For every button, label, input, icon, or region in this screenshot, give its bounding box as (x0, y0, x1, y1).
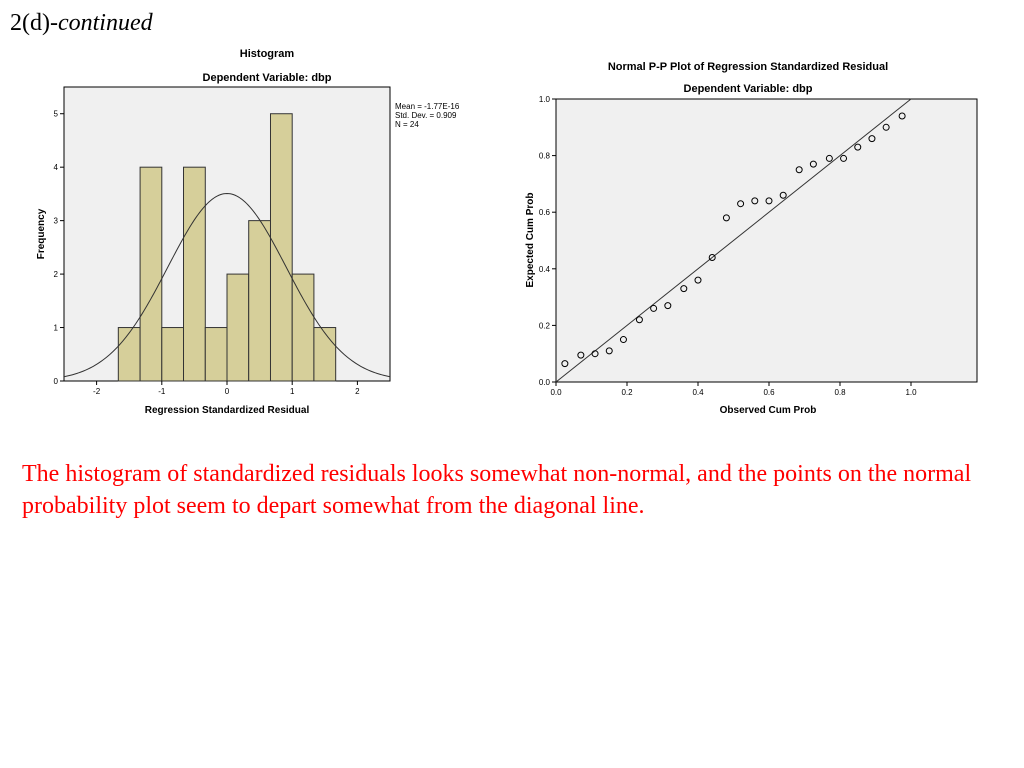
histogram-bar (118, 328, 140, 381)
pp-plot-x-axis-label: Observed Cum Prob (719, 405, 817, 416)
heading-prefix: 2(d)- (10, 10, 58, 36)
pp-y-tick-label: 0.0 (538, 378, 550, 387)
histogram-bar (227, 274, 249, 381)
histogram-y-tick-label: 5 (53, 109, 58, 119)
histogram-x-axis-label: Regression Standardized Residual (144, 405, 310, 416)
histogram-x-tick-label: 2 (355, 387, 360, 396)
pp-y-tick-label: 0.4 (538, 264, 550, 274)
pp-x-tick-label: 0.4 (692, 388, 704, 397)
histogram-y-tick-label: 0 (53, 377, 58, 386)
pp-y-tick-label: 0.8 (538, 151, 550, 161)
pp-x-tick-label: 0.0 (550, 388, 562, 397)
pp-x-tick-label: 0.6 (763, 388, 775, 397)
histogram-y-tick-label: 4 (53, 163, 58, 173)
pp-y-tick-label: 0.6 (538, 208, 550, 218)
histogram-legend-mean: Mean = -1.77E-16 (395, 102, 460, 111)
pp-y-tick-label: 0.2 (538, 321, 550, 331)
histogram-subtitle: Dependent Variable: dbp (202, 72, 332, 84)
pp-x-tick-label: 1.0 (905, 388, 917, 397)
pp-plot-subtitle: Dependent Variable: dbp (683, 83, 813, 95)
pp-y-tick-label: 1.0 (538, 95, 550, 104)
histogram-y-tick-label: 3 (53, 216, 58, 226)
pp-plot-area (556, 99, 977, 382)
pp-plot-chart (515, 55, 995, 425)
histogram-bar (140, 167, 162, 381)
histogram-bar (270, 114, 292, 381)
histogram-y-axis-label: Frequency (36, 208, 47, 260)
pp-x-tick-label: 0.2 (621, 388, 633, 397)
slide-heading (10, 8, 153, 38)
histogram-bar (314, 328, 336, 381)
histogram-bar (249, 221, 271, 381)
heading-suffix: continued (57, 10, 153, 36)
histogram-x-tick-label: 1 (289, 387, 295, 396)
pp-x-tick-label: 0.8 (834, 388, 846, 397)
histogram-chart (0, 40, 480, 425)
histogram-bar (162, 328, 184, 381)
histogram-y-tick-label: 1 (53, 323, 58, 333)
pp-plot-y-axis-label: Expected Cum Prob (525, 192, 536, 288)
body-text: The histogram of standardized residuals looks somewhat non-normal, and the points on the normal probability plot seem to depart somewhat from the diagonal line. (22, 461, 972, 519)
histogram-title: Histogram (239, 48, 295, 60)
histogram-y-tick-label: 2 (53, 270, 58, 280)
histogram-legend-sd: Std. Dev. = 0.909 (395, 111, 457, 120)
histogram-bar (292, 274, 314, 381)
histogram-legend-n: N = 24 (395, 120, 419, 129)
histogram-x-tick-label: 0 (224, 387, 230, 396)
histogram-bar (205, 328, 227, 381)
pp-plot-title: Normal P-P Plot of Regression Standardized Residual (607, 61, 889, 73)
histogram-x-tick-label: -1 (158, 387, 166, 396)
histogram-bar (184, 167, 206, 381)
histogram-x-tick-label: -2 (93, 387, 101, 396)
